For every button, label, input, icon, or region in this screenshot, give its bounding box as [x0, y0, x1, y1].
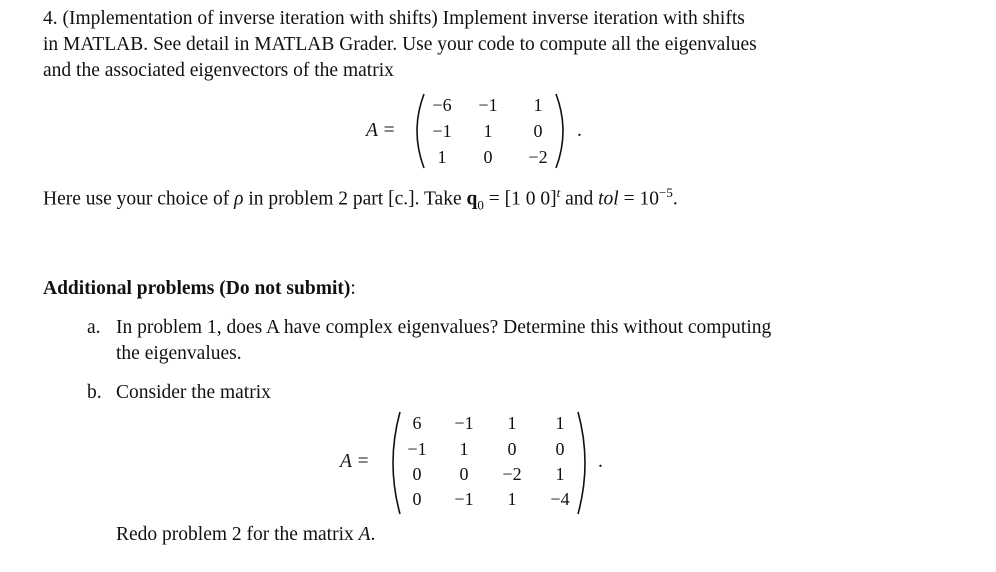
matrix2-cell: −1: [407, 439, 427, 459]
matrix2-cell: 1: [555, 464, 565, 484]
matrix1-cell: 1: [437, 147, 447, 167]
problem4-line2: in MATLAB. See detail in MATLAB Grader. Use your code to compute all the eigenvalues: [43, 34, 757, 55]
right-paren-icon: [574, 410, 594, 516]
rho-symbol: ρ: [234, 188, 244, 210]
q0-subscript: 0: [477, 197, 484, 213]
choice-text-b: in problem 2 part [c.]. Take: [243, 188, 467, 210]
matrix2-cell: 0: [412, 489, 422, 509]
matrix1-cell: −1: [432, 121, 452, 141]
matrix1-cell: −6: [432, 95, 452, 115]
item-b-label: b.: [87, 382, 102, 403]
matrix1-cell: −2: [528, 147, 548, 167]
item-a-line1: In problem 1, does A have complex eigenvalues? Determine this without computing: [116, 317, 772, 338]
matrix2-cell: 1: [507, 489, 517, 509]
left-paren-icon: [408, 92, 428, 170]
tol-exponent: −5: [658, 185, 673, 200]
matrix1-label: A =: [366, 120, 396, 141]
redo-text: Redo problem 2 for the matrix: [116, 524, 359, 545]
problem4-choice-line: [43, 180, 678, 218]
matrix2-cell: 0: [507, 439, 517, 459]
left-paren-icon: [384, 410, 404, 516]
problem4-line3: and the associated eigenvectors of the matrix: [43, 60, 394, 81]
choice-end: .: [672, 188, 678, 210]
matrix2-cell: 0: [555, 439, 565, 459]
matrix2-label: A =: [340, 451, 370, 472]
item-b-line1: Consider the matrix: [116, 382, 271, 403]
tol-value: = 10: [618, 188, 659, 210]
matrix2-cell: −1: [454, 489, 474, 509]
item-a-line2: the eigenvalues.: [116, 343, 242, 364]
redo-end: .: [370, 524, 376, 545]
matrix1-period: .: [577, 120, 582, 141]
and-text: and: [560, 188, 599, 210]
additional-heading: [43, 276, 356, 302]
matrix2-cell: 6: [412, 413, 422, 433]
matrix2-period: .: [598, 451, 603, 472]
matrix1-cell: 0: [533, 121, 543, 141]
matrix1-cell: 1: [483, 121, 493, 141]
tol-symbol: tol: [598, 188, 619, 210]
right-paren-icon: [552, 92, 572, 170]
problem4-line1: 4. (Implementation of inverse iteration with shifts) Implement inverse iteration with shifts: [43, 8, 745, 29]
matrix2-cell: −4: [550, 489, 570, 509]
redo-line: [116, 522, 375, 548]
matrix2-cell: 0: [459, 464, 469, 484]
matrix2-cell: −2: [502, 464, 522, 484]
additional-heading-text: Additional problems (Do not submit): [43, 278, 351, 299]
matrix2-cell: 0: [412, 464, 422, 484]
matrix2-cell: 1: [555, 413, 565, 433]
matrix2-cell: 1: [459, 439, 469, 459]
additional-heading-colon: :: [350, 278, 356, 299]
item-a-label: a.: [87, 317, 101, 338]
matrix1-cell: −1: [478, 95, 498, 115]
choice-text-a: Here use your choice of: [43, 188, 235, 210]
matrix2-cell: 1: [507, 413, 517, 433]
matrix2-cell: −1: [454, 413, 474, 433]
matrix1-cell: 1: [533, 95, 543, 115]
transpose-superscript: t: [556, 185, 561, 200]
matrix1-cell: 0: [483, 147, 493, 167]
q0-value: = [1 0 0]: [483, 188, 557, 210]
redo-matrix-symbol: A: [358, 524, 371, 545]
q0-symbol: q: [466, 188, 478, 210]
